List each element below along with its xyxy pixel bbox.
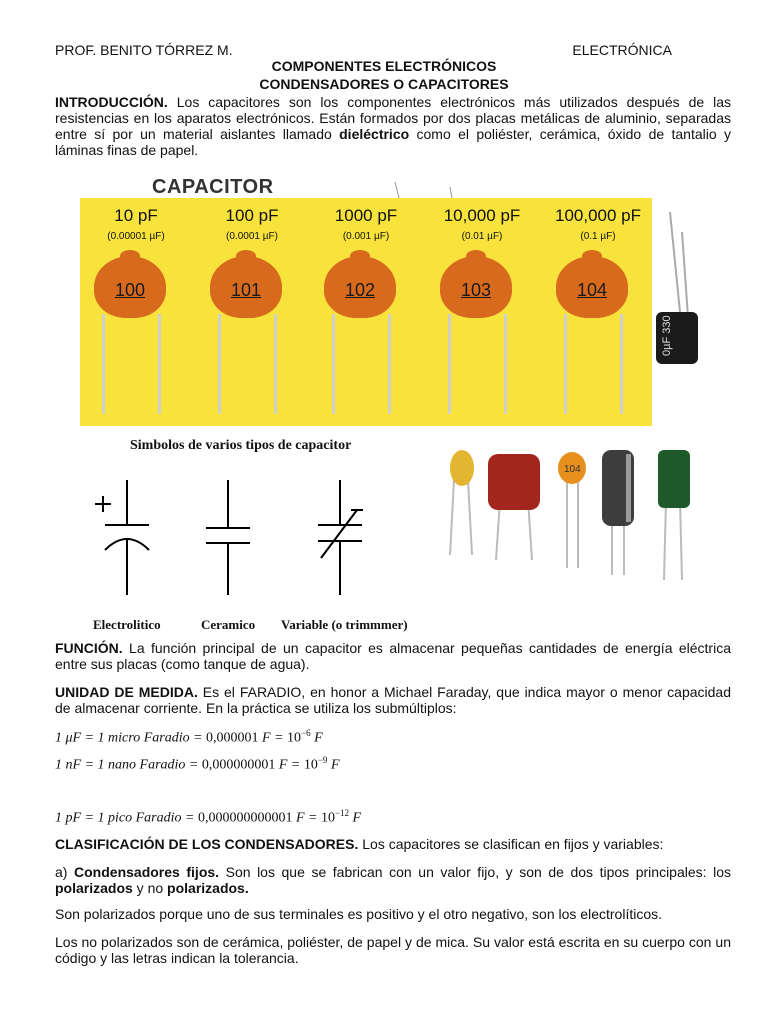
capacitor-lead: [218, 314, 221, 414]
classification-text: Los capacitores se clasifican en fijos y variables:: [358, 836, 664, 852]
capacitor-lead: [564, 314, 567, 414]
author-name: PROF. BENITO TÓRREZ M.: [55, 42, 233, 58]
svg-text:0µF 330: 0µF 330: [661, 315, 673, 356]
formula-value: 0,000001: [206, 730, 259, 746]
electrolytic-label: Electrolitico: [93, 617, 161, 632]
ceramic-label: Ceramico: [201, 617, 256, 632]
capacitor-microfarad: (0.0001 µF): [226, 231, 278, 242]
capacitor-lead: [332, 314, 335, 414]
unit-label: UNIDAD DE MEDIDA.: [55, 684, 198, 700]
capacitor-item: [542, 198, 654, 426]
function-label: FUNCIÓN.: [55, 640, 123, 656]
non-polarized-paragraph: Los no polarizados son de cerámica, poliéster, de papel y de mica. Su valor está escrita en su cuerpo con un código y las letras indican la tolerancia.: [55, 934, 731, 966]
polarized-paragraph: Son polarizados porque uno de sus terminales es positivo y el otro negativo, son los electrolíticos.: [55, 906, 663, 922]
formula-micro: 1 μF = 1 micro Faradio = 0,000001 $F = 10^{-6}$ F: [55, 728, 323, 746]
green-polyester-capacitor: [658, 450, 690, 580]
intro-bold: dieléctrico: [339, 126, 410, 142]
capacitor-lead: [102, 314, 105, 414]
formula-name: 1 nano Faradio: [97, 757, 186, 773]
capacitor-lead: [388, 314, 391, 414]
formula-pico: 1 pF = 1 pico Faradio = 0,000000000001 $F = 10^{-12}$ F: [55, 808, 362, 826]
intro-paragraph: [55, 94, 731, 158]
capacitor-lead: [158, 314, 161, 414]
capacitor-value: 1000 pF: [334, 206, 398, 225]
unit-text: Es el FARADIO, en honor a Michael Faraday, que indica mayor o menor capacidad de almacenar corriente. En la práctica se utiliza los submúltiplos:: [55, 684, 732, 716]
capacitor-microfarad: (0.00001 µF): [107, 231, 165, 242]
fixed-text-mid: y no: [132, 880, 168, 896]
capacitor-photo: [440, 440, 710, 585]
document-subtitle: CONDENSADORES O CAPACITORES: [259, 76, 509, 92]
electrolytic-symbol: [95, 480, 149, 595]
fixed-text: Son los que se fabrican con un valor fijo, y son de dos tipos principales: los: [219, 864, 731, 880]
capacitor-value: 100,000 pF: [554, 206, 641, 225]
capacitor-lead: [448, 314, 451, 414]
capacitor-value: 100 pF: [225, 206, 279, 225]
classification-label: CLASIFICACIÓN DE LOS CONDENSADORES.: [55, 836, 359, 852]
non-polarized-bold: polarizados.: [167, 880, 249, 896]
symbols-title: Simbolos de varios tipos de capacitor: [130, 438, 352, 453]
formula-name: 1 pico Faradio: [97, 810, 182, 826]
capacitor-code: 103: [460, 280, 492, 300]
capacitor-figure-title: CAPACITOR: [152, 176, 274, 198]
capacitor-symbols: [85, 480, 385, 610]
intro-label: INTRODUCCIÓN.: [55, 94, 168, 110]
formula-lhs: 1 μF: [55, 730, 82, 746]
capacitor-code: 104: [576, 280, 608, 300]
yellow-ceramic-capacitor: [450, 450, 474, 555]
capacitor-lead: [504, 314, 507, 414]
capacitor-item: [426, 198, 538, 426]
polyester-capacitor: [488, 454, 540, 560]
intro-text-end: como el poliéster, cerámica, óxido de tantalio y láminas finas de papel.: [55, 126, 731, 158]
formula-exponent: −6: [301, 728, 311, 738]
capacitor-code: 100: [114, 280, 146, 300]
capacitor-code: 102: [344, 280, 376, 300]
ceramic-photo-code: 104: [564, 464, 581, 475]
capacitor-lead: [274, 314, 277, 414]
capacitor-code: 101: [230, 280, 262, 300]
subject-name: ELECTRÓNICA: [572, 42, 672, 58]
capacitor-item: [196, 198, 308, 426]
formula-lhs: 1 nF: [55, 757, 82, 773]
intro-text: Los capacitores son los componentes electrónicos más utilizados después de las resistencias en los aparatos electrónicos. Están formados por dos placas metálicas de aluminio, separadas entre sí por un material aislantes llamado: [55, 94, 731, 142]
classification-paragraph: [55, 836, 731, 852]
capacitor-lead: [620, 314, 623, 414]
function-text: La función principal de un capacitor es almacenar pequeñas cantidades de energía eléctrica entre sus placas (como tanque de agua).: [55, 640, 731, 672]
fixed-paragraph: [55, 864, 731, 896]
capacitor-microfarad: (0.001 µF): [342, 231, 390, 242]
document-title: COMPONENTES ELECTRÓNICOS: [271, 58, 497, 74]
ceramic-symbol: [206, 480, 250, 595]
capacitor-microfarad: (0.1 µF): [580, 231, 616, 242]
variable-label: Variable (o trimmmer): [281, 617, 408, 632]
capacitor-item: [310, 198, 422, 426]
formula-nano: 1 nF = 1 nano Faradio = 0,000000001 $F = 10^{-9}$ F: [55, 755, 340, 773]
formula-value: 0,000000000001: [197, 810, 293, 826]
formula-name: 1 micro Faradio: [97, 730, 190, 746]
electrolytic-capacitor: [602, 450, 634, 575]
formula-lhs: 1 pF: [55, 810, 82, 826]
fixed-prefix: a): [55, 864, 75, 880]
orange-ceramic-capacitor: [558, 452, 586, 568]
formula-exponent: −9: [317, 755, 328, 765]
capacitor-item: [80, 198, 192, 426]
capacitor-microfarad: (0.01 µF): [461, 231, 503, 242]
formula-value: 0,000000001: [201, 757, 276, 773]
variable-symbol: [318, 480, 363, 595]
formula-exponent: −12: [334, 808, 350, 818]
capacitor-value: 10,000 pF: [443, 206, 521, 225]
capacitor-value: 10 pF: [114, 206, 158, 225]
fixed-label: Condensadores fijos.: [74, 864, 220, 880]
function-paragraph: [55, 640, 731, 672]
unit-paragraph: [55, 684, 731, 716]
capacitor-values-panel: [80, 198, 652, 426]
polarized-bold: polarizados: [55, 880, 133, 896]
